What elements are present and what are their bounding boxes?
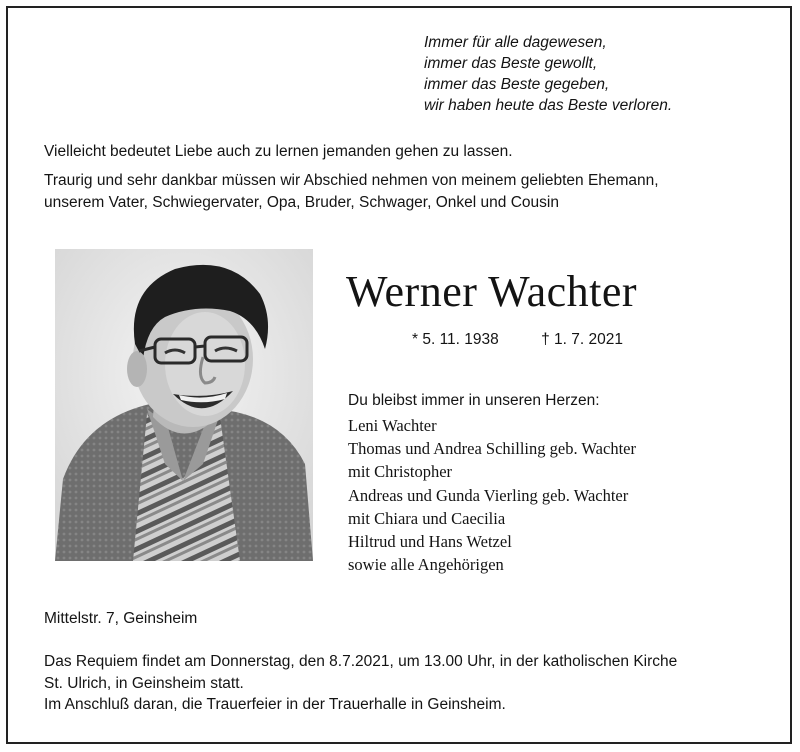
- poem-line: wir haben heute das Beste verloren.: [424, 97, 673, 114]
- poem-line: immer das Beste gegeben,: [424, 76, 610, 93]
- deceased-name: Werner Wachter: [346, 267, 638, 316]
- poem-line: immer das Beste gewollt,: [424, 55, 598, 72]
- intro-text: [44, 141, 784, 214]
- service-info: [44, 651, 677, 716]
- mourner-line: sowie alle Angehörigen: [348, 555, 504, 575]
- quote: Vielleicht bedeutet Liebe auch zu lernen jemanden gehen zu lassen.: [44, 143, 513, 160]
- mourner-line: Leni Wachter: [348, 416, 437, 435]
- family-address: Mittelstr. 7, Geinsheim: [44, 610, 198, 627]
- mourner-line: Hiltrud und Hans Wetzel: [348, 532, 512, 552]
- announcement-line: Traurig und sehr dankbar müssen wir Abschied nehmen von meinem geliebten Ehemann,: [44, 172, 659, 189]
- death-date: † 1. 7. 2021: [541, 331, 623, 348]
- mourners-list: [348, 414, 636, 576]
- life-dates: [412, 331, 623, 349]
- birth-date: * 5. 11. 1938: [412, 331, 499, 348]
- mourner-line: mit Chiara und Caecilia: [348, 508, 506, 528]
- mourners-intro: Du bleibst immer in unseren Herzen:: [348, 392, 600, 409]
- portrait-photo: [55, 249, 313, 561]
- mourner-line: mit Christopher: [348, 462, 453, 482]
- mourner-line: Thomas und Andrea Schilling geb. Wachter: [348, 439, 636, 459]
- service-line: St. Ulrich, in Geinsheim statt.: [44, 674, 244, 692]
- service-line: Im Anschluß daran, die Trauerfeier in der Trauerhalle in Geinsheim.: [44, 696, 506, 713]
- mourner-line: Andreas und Gunda Vierling geb. Wachter: [348, 485, 629, 505]
- announcement-line: unserem Vater, Schwiegervater, Opa, Bruder, Schwager, Onkel und Cousin: [44, 194, 559, 211]
- poem-line: Immer für alle dagewesen,: [424, 34, 607, 51]
- poem: [424, 32, 672, 116]
- service-line: Das Requiem findet am Donnerstag, den 8.7.2021, um 13.00 Uhr, in der katholischen Kirche: [44, 653, 678, 670]
